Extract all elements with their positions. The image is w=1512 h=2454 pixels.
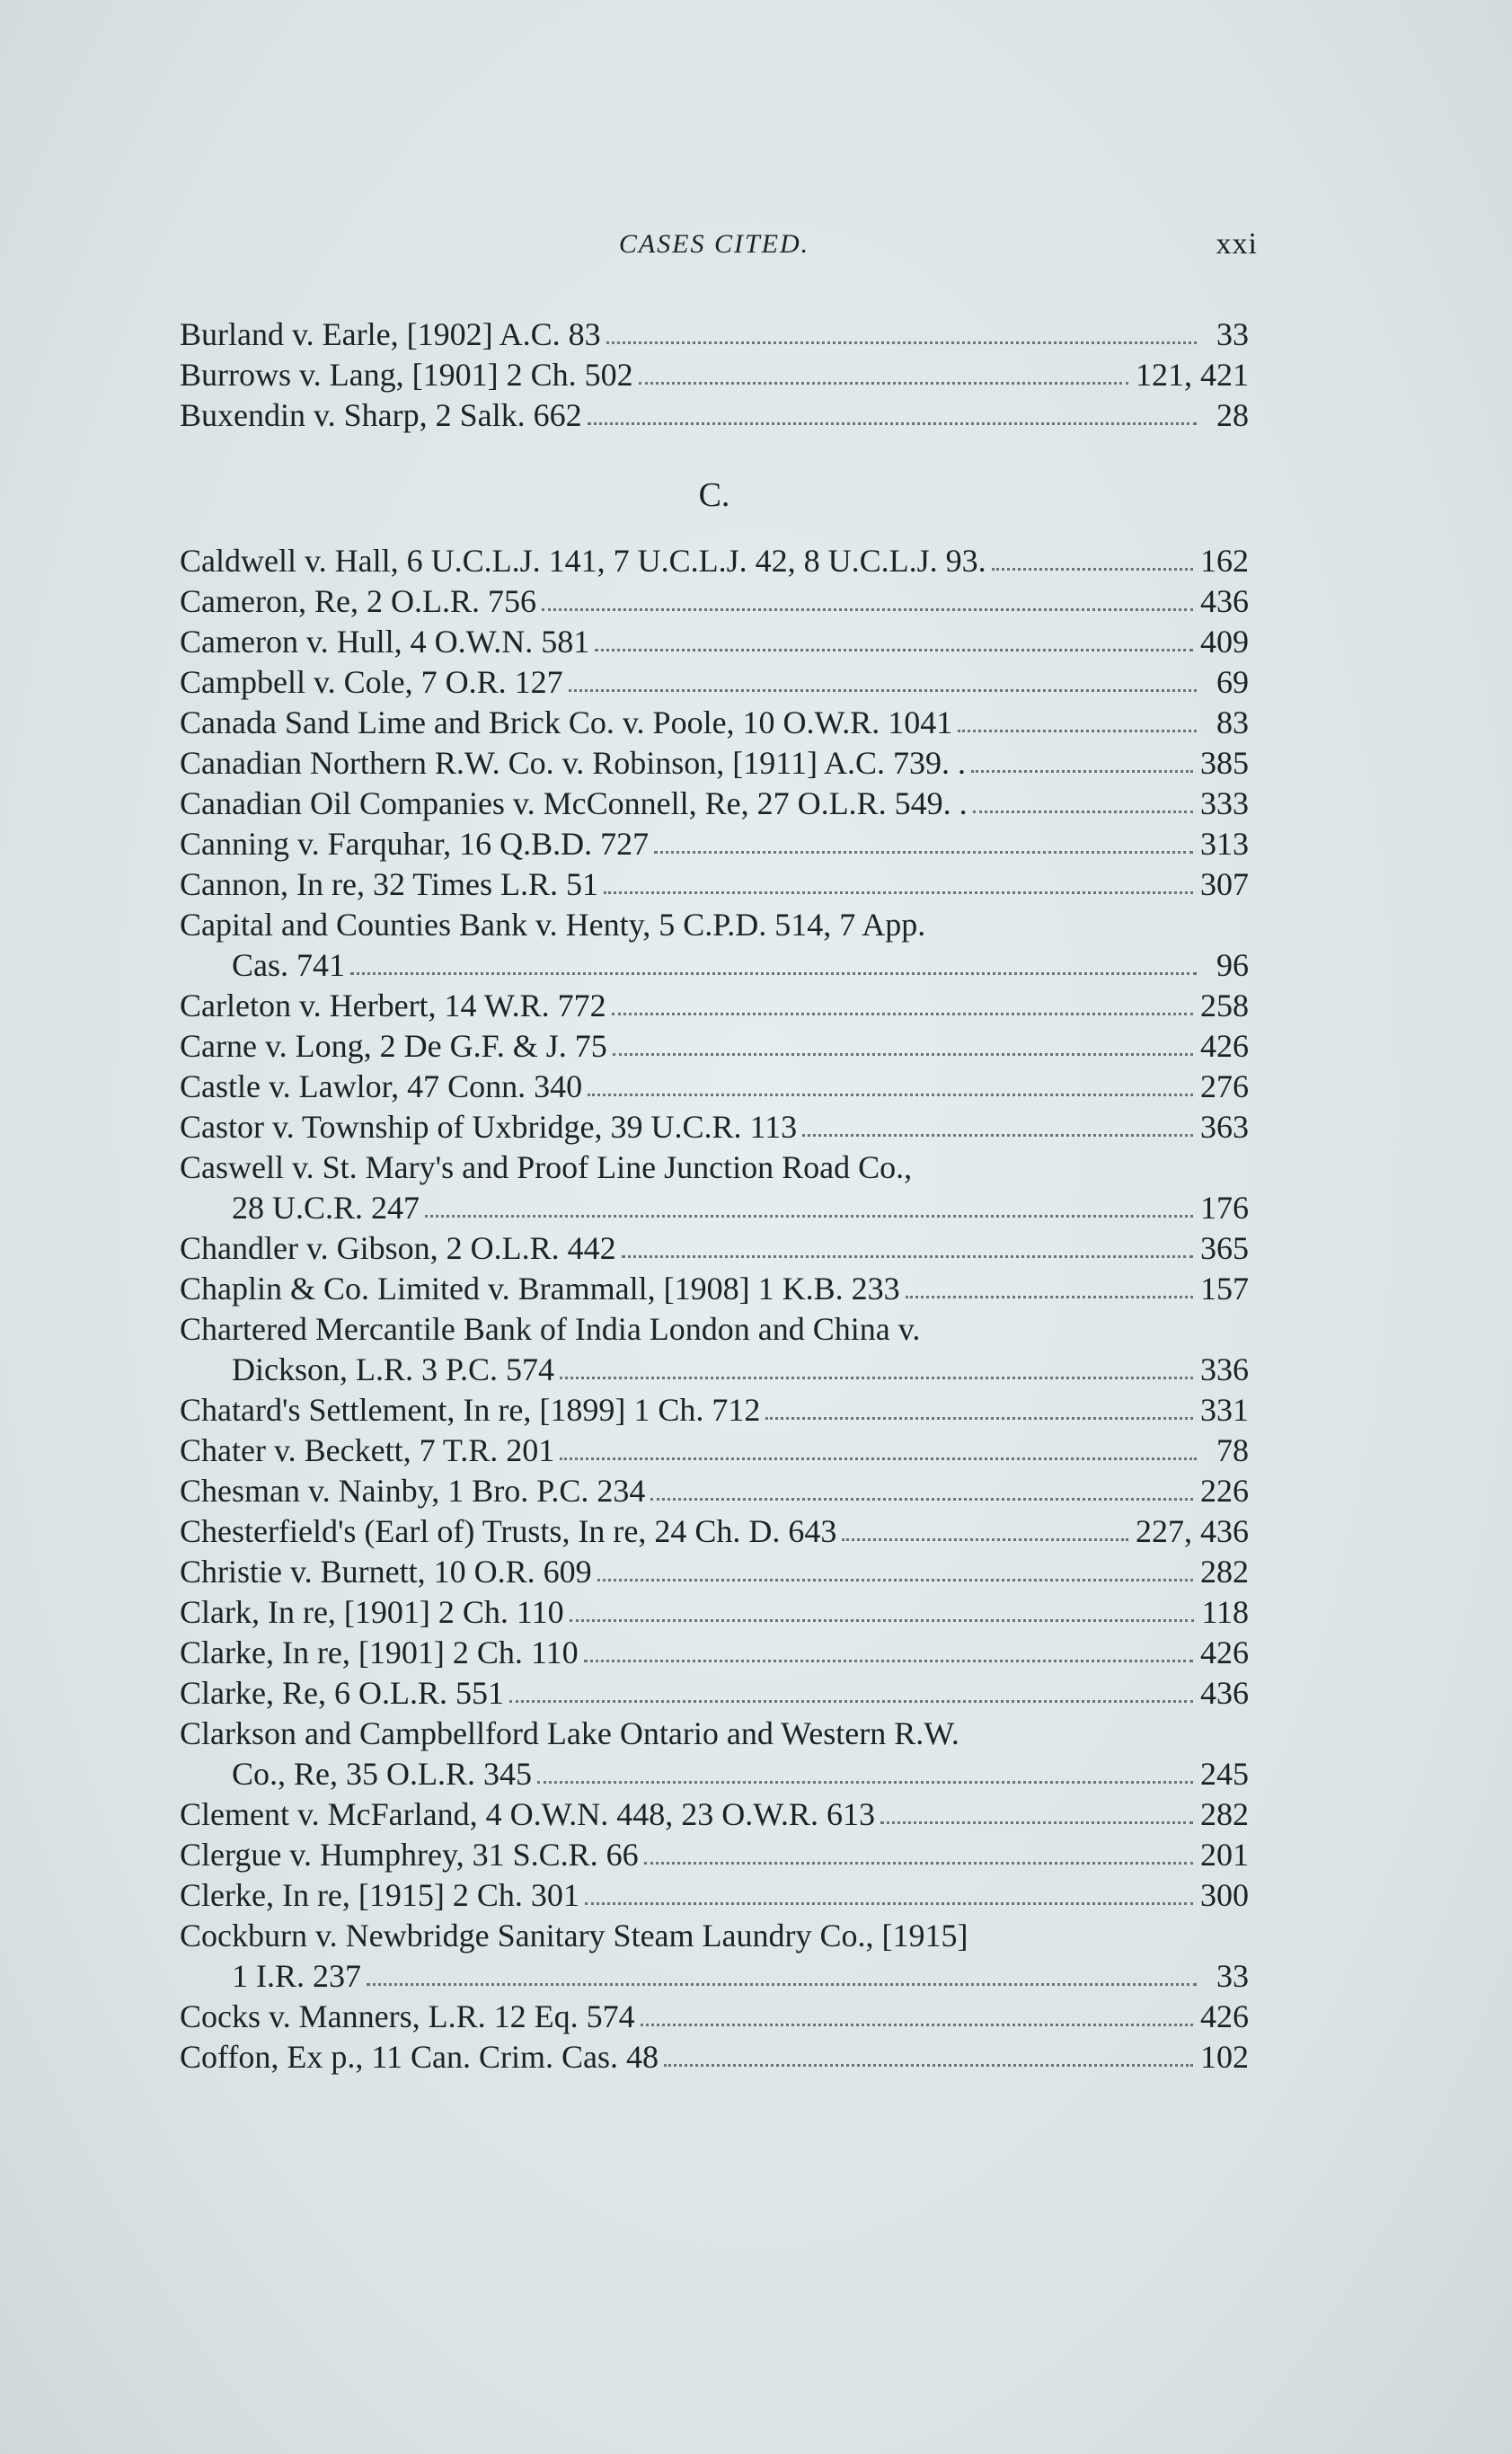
page-reference: 426 [1200, 1635, 1249, 1670]
dot-leader [560, 1457, 1197, 1460]
dot-leader [569, 689, 1197, 692]
dot-leader [425, 1215, 1193, 1218]
case-citation-continued: 1 I.R. 237 [232, 1958, 361, 1994]
case-entry [180, 1511, 1249, 1552]
case-name: Clarke, In re, [1901] 2 Ch. 110 [180, 1635, 579, 1670]
page-reference: 436 [1200, 583, 1249, 619]
case-entry [180, 1835, 1249, 1875]
page-reference: 365 [1200, 1230, 1249, 1266]
entries-c [180, 541, 1249, 2077]
page-reference: 426 [1200, 1998, 1249, 2034]
page-reference: 307 [1200, 866, 1249, 902]
case-citation-continued: Cas. 741 [232, 947, 345, 983]
page-reference: 363 [1200, 1109, 1249, 1145]
case-citation-continued: Dickson, L.R. 3 P.C. 574 [232, 1351, 555, 1387]
dot-leader [588, 422, 1197, 425]
case-entry [180, 1067, 1249, 1107]
case-name: Coffon, Ex p., 11 Can. Crim. Cas. 48 [180, 2039, 659, 2075]
page-reference: 157 [1200, 1271, 1249, 1307]
dot-leader [595, 649, 1193, 651]
dot-leader [560, 1377, 1193, 1379]
dot-leader [588, 1094, 1193, 1096]
case-entry [180, 743, 1249, 784]
case-name: Buxendin v. Sharp, 2 Salk. 662 [180, 397, 582, 433]
case-entry [180, 1269, 1249, 1309]
case-name: Carne v. Long, 2 De G.F. & J. 75 [180, 1028, 607, 1064]
page-reference: 176 [1200, 1190, 1249, 1226]
page-reference: 258 [1200, 988, 1249, 1023]
case-name: Canada Sand Lime and Brick Co. v. Poole, 10 O.W.R. 1041 [180, 704, 953, 740]
entries-b [180, 315, 1249, 436]
case-name: Canadian Northern R.W. Co. v. Robinson, [1911] A.C. 739. . [180, 745, 966, 781]
case-entry [180, 864, 1249, 905]
case-entry [180, 1997, 1249, 2037]
page-reference: 333 [1200, 785, 1249, 821]
case-name: Castle v. Lawlor, 47 Conn. 340 [180, 1068, 583, 1104]
page-reference: 96 [1216, 947, 1249, 983]
case-entry [180, 395, 1249, 436]
case-name: Clark, In re, [1901] 2 Ch. 110 [180, 1594, 564, 1630]
case-entry [180, 1147, 1249, 1228]
dot-leader [654, 851, 1193, 854]
case-name: Cocks v. Manners, L.R. 12 Eq. 574 [180, 1998, 635, 2034]
dot-leader [367, 1983, 1197, 1986]
page-reference: 409 [1200, 624, 1249, 660]
case-entry [180, 662, 1249, 703]
case-name: Cannon, In re, 32 Times L.R. 51 [180, 866, 599, 902]
case-entry [180, 1714, 1249, 1794]
case-name: Chaplin & Co. Limited v. Brammall, [1908] 1 K.B. 233 [180, 1271, 900, 1307]
dot-leader [880, 1821, 1193, 1824]
case-name: Christie v. Burnett, 10 O.R. 609 [180, 1554, 592, 1590]
page-reference: 162 [1200, 543, 1249, 579]
case-name: Cameron v. Hull, 4 O.W.N. 581 [180, 624, 590, 660]
page-reference: 245 [1200, 1756, 1249, 1792]
dot-leader [992, 568, 1193, 571]
dot-leader [765, 1417, 1193, 1420]
case-name: Clerke, In re, [1915] 2 Ch. 301 [180, 1877, 579, 1913]
case-name: Chandler v. Gibson, 2 O.L.R. 442 [180, 1230, 616, 1266]
dot-leader [971, 770, 1193, 773]
case-name: Cameron, Re, 2 O.L.R. 756 [180, 583, 536, 619]
page-header [171, 229, 1258, 274]
case-entry [180, 355, 1249, 395]
dot-leader [906, 1296, 1193, 1298]
case-entry [180, 315, 1249, 355]
case-name: Clarke, Re, 6 O.L.R. 551 [180, 1675, 504, 1711]
page-reference: 226 [1200, 1473, 1249, 1509]
dot-leader [604, 891, 1193, 894]
case-name: Campbell v. Cole, 7 O.R. 127 [180, 664, 563, 700]
dot-leader [597, 1579, 1193, 1581]
case-name: Burland v. Earle, [1902] A.C. 83 [180, 316, 601, 352]
case-name: Caldwell v. Hall, 6 U.C.L.J. 141, 7 U.C.L.J. 42, 8 U.C.L.J. 93. [180, 543, 986, 579]
dot-leader [842, 1538, 1128, 1541]
page-reference: 436 [1200, 1675, 1249, 1711]
case-name: Chartered Mercantile Bank of India London and China v. [180, 1311, 921, 1347]
case-entry [180, 1026, 1249, 1067]
table-of-cases [180, 315, 1249, 2077]
case-entry [180, 1228, 1249, 1269]
dot-leader [606, 341, 1197, 344]
running-title: CASES CITED. [618, 229, 810, 259]
case-entry [180, 784, 1249, 824]
dot-leader [622, 1255, 1193, 1258]
case-entry [180, 905, 1249, 986]
dot-leader [644, 1862, 1193, 1865]
case-name: Cockburn v. Newbridge Sanitary Steam Laundry Co., [1915] [180, 1918, 968, 1953]
dot-leader [650, 1498, 1193, 1501]
case-name: Clement v. McFarland, 4 O.W.N. 448, 23 O.W.R. 613 [180, 1796, 875, 1832]
dot-leader [509, 1700, 1193, 1703]
case-entry [180, 1390, 1249, 1431]
dot-leader [973, 811, 1193, 813]
dot-leader [584, 1660, 1193, 1662]
case-entry [180, 824, 1249, 864]
page-reference: 276 [1200, 1068, 1249, 1104]
page-reference: 78 [1216, 1432, 1249, 1468]
page-reference: 282 [1200, 1554, 1249, 1590]
case-name: Chater v. Beckett, 7 T.R. 201 [180, 1432, 555, 1468]
case-entry [180, 1471, 1249, 1511]
case-entry [180, 1107, 1249, 1147]
case-entry [180, 1592, 1249, 1633]
page-reference: 102 [1200, 2039, 1249, 2075]
page-reference: 426 [1200, 1028, 1249, 1064]
case-entry [180, 1633, 1249, 1673]
page-reference: 83 [1216, 704, 1249, 740]
case-name: Chesterfield's (Earl of) Trusts, In re, 24 Ch. D. 643 [180, 1513, 837, 1549]
case-entry [180, 2037, 1249, 2077]
dot-leader [542, 608, 1193, 611]
case-entry [180, 1916, 1249, 1997]
case-entry [180, 1673, 1249, 1714]
case-name: Chesman v. Nainby, 1 Bro. P.C. 234 [180, 1473, 646, 1509]
case-name: Carleton v. Herbert, 14 W.R. 772 [180, 988, 606, 1023]
case-name: Clarkson and Campbellford Lake Ontario and Western R.W. [180, 1715, 959, 1751]
case-entry [180, 1431, 1249, 1471]
dot-leader [612, 1013, 1193, 1015]
case-entry [180, 1875, 1249, 1916]
case-citation-continued: 28 U.C.R. 247 [232, 1190, 420, 1226]
dot-leader [350, 972, 1197, 975]
dot-leader [958, 730, 1197, 732]
section-heading-c: C. [698, 476, 730, 514]
case-name: Burrows v. Lang, [1901] 2 Ch. 502 [180, 357, 633, 393]
case-name: Canadian Oil Companies v. McConnell, Re, 27 O.L.R. 549. . [180, 785, 968, 821]
dot-leader [664, 2064, 1193, 2067]
page-reference: 227, 436 [1136, 1513, 1249, 1549]
case-entry [180, 541, 1249, 581]
dot-leader [639, 382, 1128, 385]
case-name: Castor v. Township of Uxbridge, 39 U.C.R. 113 [180, 1109, 798, 1145]
case-entry [180, 622, 1249, 662]
dot-leader [585, 1902, 1193, 1905]
page-reference: 28 [1216, 397, 1249, 433]
page-reference: 336 [1200, 1351, 1249, 1387]
case-entry [180, 1794, 1249, 1835]
page-reference: 118 [1201, 1594, 1249, 1630]
page-reference: 331 [1200, 1392, 1249, 1428]
dot-leader [613, 1053, 1193, 1056]
case-entry [180, 1552, 1249, 1592]
case-entry [180, 1309, 1249, 1390]
dot-leader [537, 1781, 1193, 1784]
case-entry [180, 581, 1249, 622]
page-reference: 33 [1216, 316, 1249, 352]
case-name: Caswell v. St. Mary's and Proof Line Junction Road Co., [180, 1149, 913, 1185]
case-name: Clergue v. Humphrey, 31 S.C.R. 66 [180, 1837, 639, 1873]
page-reference: 121, 421 [1136, 357, 1249, 393]
case-entry [180, 703, 1249, 743]
dot-leader [641, 2024, 1193, 2026]
page-reference: 385 [1200, 745, 1249, 781]
case-citation-continued: Co., Re, 35 O.L.R. 345 [232, 1756, 533, 1792]
case-name: Capital and Counties Bank v. Henty, 5 C.P.D. 514, 7 App. [180, 907, 926, 943]
case-name: Canning v. Farquhar, 16 Q.B.D. 727 [180, 826, 650, 862]
case-name: Chatard's Settlement, In re, [1899] 1 Ch. 712 [180, 1392, 761, 1428]
case-entry [180, 986, 1249, 1026]
page-reference: 33 [1216, 1958, 1249, 1994]
dot-leader [570, 1619, 1195, 1622]
page-reference: 313 [1200, 826, 1249, 862]
page-reference: 201 [1200, 1837, 1249, 1873]
page-reference: 300 [1200, 1877, 1249, 1913]
page-reference: 282 [1200, 1796, 1249, 1832]
dot-leader [802, 1134, 1193, 1137]
page-number: xxi [1216, 227, 1258, 261]
page-reference: 69 [1216, 664, 1249, 700]
